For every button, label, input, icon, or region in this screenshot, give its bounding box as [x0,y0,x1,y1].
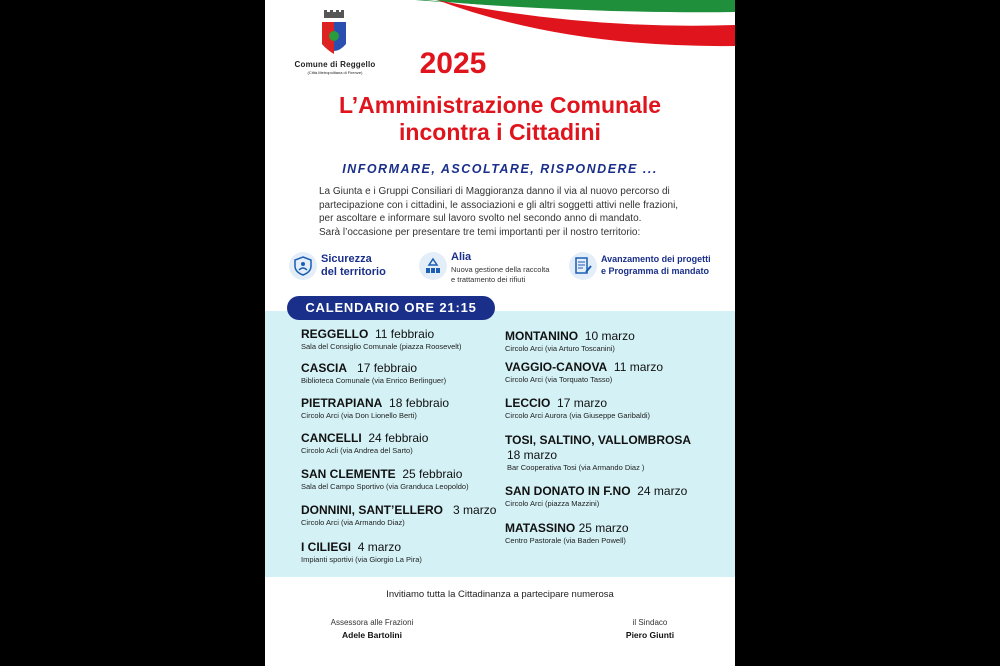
event-venue: Circolo Arci (piazza Mazzini) [505,499,600,508]
shield-people-icon [289,252,317,280]
intro-line: partecipazione con i cittadini, le associazioni e gli altri soggetti attivi nelle frazioni, [319,199,679,211]
event-location-name: VAGGIO-CANOVA [505,360,608,374]
signature-name: Adele Bartolini [342,630,402,640]
theme-title [321,253,386,279]
event-item [505,433,691,473]
theme-sub-line1: Nuova gestione della raccolta [451,265,550,274]
event-item [301,503,496,528]
event-date: 18 marzo [507,448,558,462]
event-venue: Circolo Acli (via Andrea del Sarto) [301,446,413,455]
event-venue: Circolo Arci (via Armando Diaz) [301,518,405,527]
event-item [301,361,446,386]
theme-sub-line2: e trattamento dei rifiuti [451,275,526,284]
event-location-name: CANCELLI [301,431,362,445]
main-title-line1: L’Amministrazione Comunale [338,92,662,118]
event-venue: Centro Pastorale (via Baden Powell) [505,536,626,545]
event-venue: Circolo Arci (via Don Lionello Berti) [301,411,417,420]
main-title-line2: incontra i Cittadini [399,119,601,145]
comune-label [287,60,383,75]
invitation-text: Invitiamo tutta la Cittadinanza a partecipare numerosa [386,589,614,600]
event-venue: Impianti sportivi (via Giorgio La Pira) [301,555,422,564]
event-location-name: PIETRAPIANA [301,396,383,410]
event-location-name: SAN CLEMENTE [301,467,396,481]
signature-assessora [297,618,447,640]
event-location-name: I CILIEGI [301,540,352,554]
theme-title: Alia [451,251,472,263]
event-venue: Circolo Arci Aurora (via Giuseppe Garibaldi) [505,411,651,420]
event-item [301,540,422,565]
event-date: 25 febbraio [402,467,463,481]
event-item [505,329,635,354]
event-location-name: SAN DONATO IN F.NO [505,484,631,498]
theme-subtitle [451,265,561,285]
event-item [505,360,663,385]
comune-name: Comune di Reggello [294,60,376,69]
theme-title-line1: Avanzamento dei progetti [601,254,711,264]
event-location-name: CASCIA [301,361,348,375]
event-location-name: TOSI, SALTINO, VALLOMBROSA [505,433,691,447]
event-location-name: MATASSINO [505,521,576,535]
event-date: 10 marzo [584,329,635,343]
theme-sicurezza [289,251,399,285]
document-pencil-icon [569,252,597,280]
main-title [265,92,735,146]
event-venue: Circolo Arci (via Torquato Tasso) [505,375,613,384]
event-date: 17 febbraio [357,361,418,375]
event-date: 18 febbraio [389,396,450,410]
recycle-icon [419,252,447,280]
calendar-heading: CALENDARIO ORE 21:15 [287,296,495,320]
event-venue: Biblioteca Comunale (via Enrico Berlinguer) [301,376,447,385]
year-heading: 2025 [419,47,487,80]
intro-line: La Giunta e i Gruppi Consiliari di Maggioranza danno il via al nuovo percorso di [319,186,670,197]
intro-text [319,185,709,239]
event-item [505,396,650,421]
theme-title [601,253,731,277]
event-date: 17 marzo [557,396,608,410]
event-item [505,521,629,546]
event-item [301,467,469,492]
signature-role: Assessora alle Frazioni [330,618,414,627]
event-date: 4 marzo [357,540,402,554]
motto: INFORMARE, ASCOLTARE, RISPONDERE ... [342,162,658,176]
event-item [301,396,449,421]
event-venue: Circolo Arci (via Arturo Toscanini) [505,344,615,353]
intro-line: Sarà l’occasione per presentare tre temi importanti per il nostro territorio: [319,226,641,238]
theme-alia [419,251,559,285]
event-venue: Bar Cooperativa Tosi (via Armando Diaz ) [507,463,645,472]
event-date: 11 febbraio [375,327,435,341]
theme-title-line2: del territorio [321,266,386,278]
theme-title-line2: e Programma di mandato [601,266,710,276]
intro-line: per ascoltare e informare sul lavoro svolto nel secondo anno di mandato. [319,213,642,224]
event-item [301,327,462,352]
event-date: 3 marzo [453,503,497,517]
event-date: 25 marzo [578,521,629,535]
signature-sindaco [575,618,725,640]
event-location-name: MONTANINO [505,329,579,343]
comune-crest-icon [319,10,349,60]
event-date: 24 febbraio [368,431,429,445]
signature-name: Piero Giunti [625,630,675,640]
event-location-name: DONNINI, SANT’ELLERO [301,503,444,517]
event-date: 24 marzo [637,484,688,498]
comune-subtitle: (Città Metropolitana di Firenze) [307,70,363,75]
theme-title-line1: Sicurezza [321,253,372,265]
event-date: 11 marzo [613,360,664,374]
event-venue: Sala del Consiglio Comunale (piazza Roosevelt) [301,342,462,351]
event-item [505,484,687,509]
event-item [301,431,428,456]
event-venue: Sala del Campo Sportivo (via Granduca Leopoldo) [301,482,469,491]
poster [265,0,735,666]
signature-role: il Sindaco [632,618,668,627]
event-location-name: REGGELLO [301,327,369,341]
event-location-name: LECCIO [505,396,551,410]
theme-avanzamento [569,251,729,285]
